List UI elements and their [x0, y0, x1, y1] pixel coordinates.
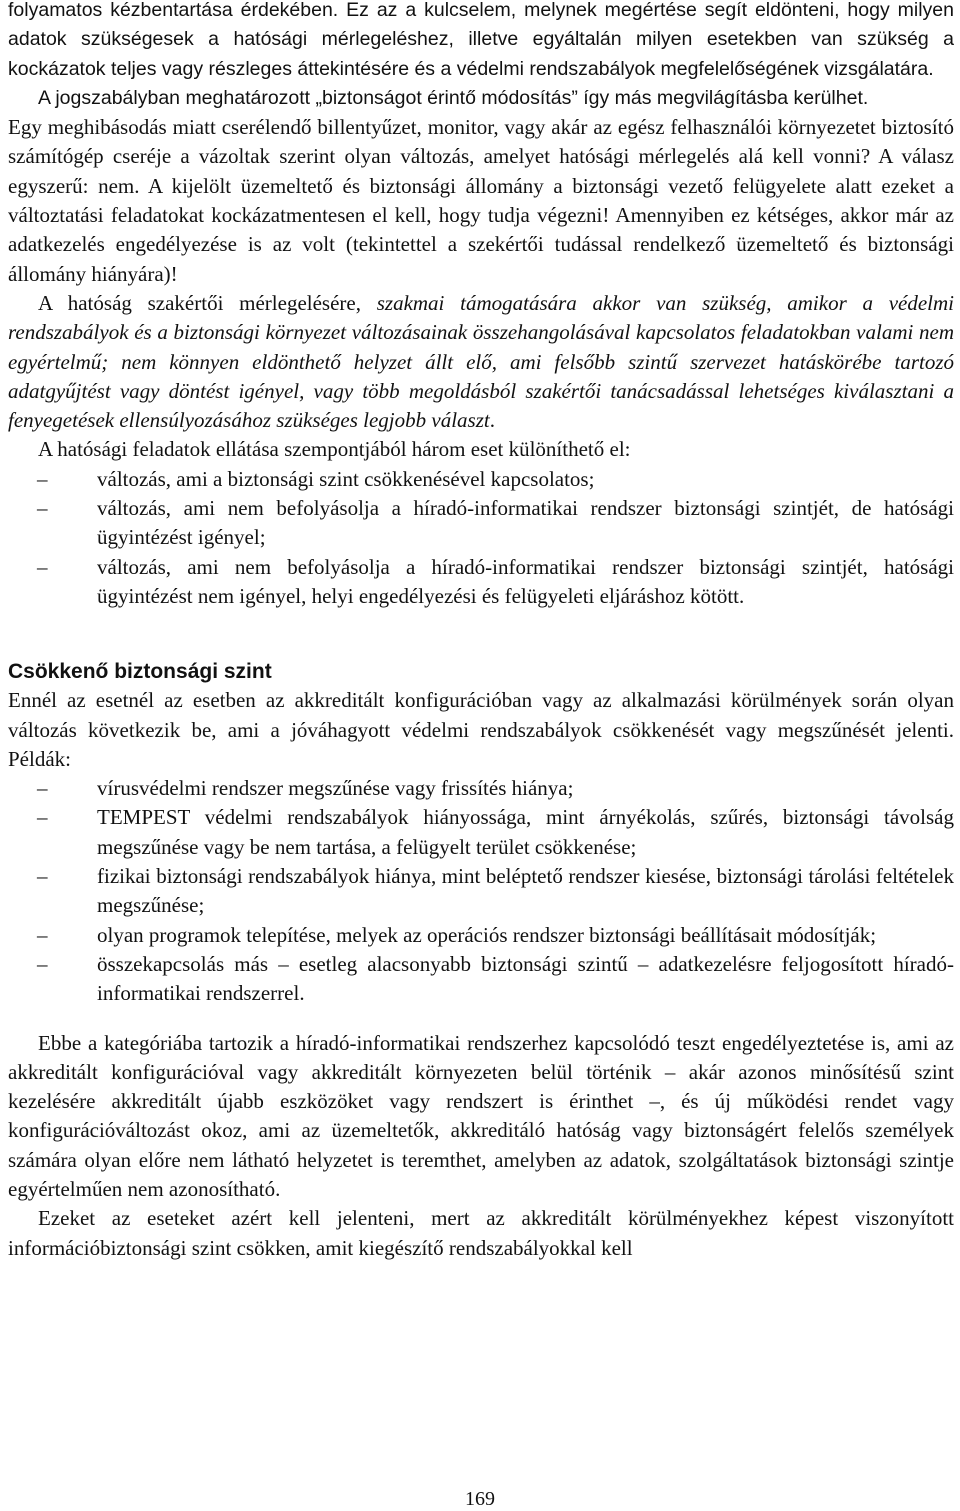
- dash-bullet: –: [37, 554, 48, 579]
- list-item: [8, 494, 954, 553]
- case-text: változás, ami nem befolyásolja a híradó-informatikai rendszer biztonsági szintjét, de hatósági ügyintézést igényel;: [97, 496, 954, 550]
- example-text: TEMPEST védelmi rendszabályok hiányossága, mint árnyékolás, szűrés, biztonsági távolság megszűnése vagy be nem tartása, a felügyelt terület csökkenése;: [97, 805, 954, 859]
- dash-bullet: –: [37, 496, 48, 521]
- examples-list: [8, 774, 954, 1008]
- dash-bullet: –: [37, 805, 48, 830]
- intro-paragraph-4-italic: szakmai támogatására akkor van szükség, amikor a védelmi rendszabályok és a biztonsági környezet változásainak összehangolásával kapcsolatos feladatokban valami nem egyértelmű; nem könnyen eldönthető helyzet állt elő, ami felsőbb szintű szervezet hatáskörébe tartozó adatgyűjtést vagy döntést igényel, vagy több megoldásból szakértői tanácsadással lehetséges kiválasztani a fenyegetések ellensúlyozásához szükséges legjobb választ: [8, 290, 954, 433]
- list-item: [8, 950, 954, 1009]
- section-paragraph-1: Ennél az esetnél az esetben az akkreditált konfigurációban vagy az alkalmazási körülmények során olyan változás következik be, ami a jóváhagyott védelmi rendszabályok csökkenését vagy megszűnését jelenti. Példák:: [8, 688, 954, 771]
- dash-bullet: –: [37, 864, 48, 889]
- case-text: változás, ami nem befolyásolja a híradó-informatikai rendszer biztonsági szintjét, hatósági ügyintézést nem igényel, helyi engedélyezési és felügyeleti eljáráshoz kötött.: [97, 554, 954, 608]
- case-text: változás, ami a biztonsági szint csökkenésével kapcsolatos;: [97, 466, 595, 491]
- cases-list: [8, 465, 954, 611]
- dash-bullet: –: [37, 466, 48, 491]
- dash-bullet: –: [37, 922, 48, 947]
- dash-bullet: –: [37, 776, 48, 801]
- intro-paragraph-5: A hatósági feladatok ellátása szempontjából három eset különíthető el:: [38, 437, 631, 462]
- example-text: összekapcsolás más – esetleg alacsonyabb biztonsági szintű – adatkezelésre feljogosított híradó-informatikai rendszerrel.: [97, 951, 954, 1006]
- list-item: [8, 553, 954, 612]
- example-text: olyan programok telepítése, melyek az operációs rendszer biztonsági beállításait módosítják;: [97, 922, 877, 947]
- intro-paragraph-3: Egy meghibásodás miatt cserélendő billentyűzet, monitor, vagy akár az egész felhasználói környezetet biztosító számítógép cseréje a vázoltak szerint olyan változás, amelyet hatósági mérlegelés alá kell vonni? A válasz egyszerű: nem. A kijelölt üzemeltető és biztonsági állomány a biztonsági vezető felügyelete alatt ezeket a változtatási feladatokat kockázatmentesen el kell, hogy tudja végezni! Amennyiben ez kétséges, akkor már az adatkezelés engedélyezése is az volt (tekintettel a szekértői tudással rendelkező üzemeltető és biztonsági állomány hiányára)!: [8, 115, 954, 286]
- section-heading: Csökkenő biztonsági szint: [8, 660, 272, 684]
- list-item: [8, 774, 954, 803]
- intro-paragraph-4: [8, 289, 954, 435]
- intro-paragraph-4-end: .: [489, 408, 495, 433]
- intro-paragraph-1: folyamatos kézbentartása érdekében. Ez az a kulcselem, melynek megértése segít eldönteni, hogy milyen adatok szükségesek a hatósági mérlegeléshez, illetve egyáltalán milyen esetekben van szükség a kockázatok teljes vagy részleges áttekintésére és a védelmi rendszabályok megfelelőségének vizsgálatára.: [8, 0, 954, 80]
- list-item: [8, 921, 954, 950]
- dash-bullet: –: [37, 951, 48, 976]
- example-text: fizikai biztonsági rendszabályok hiánya, mint beléptető rendszer kiesése, biztonsági tárolási feltételek megszűnése;: [97, 864, 954, 918]
- section-paragraph-3: Ezeket az eseteket azért kell jelenteni, mert az akkreditált körülményekhez képest viszonyított információbiztonsági szint csökken, amit kiegészítő rendszabályokkal kell: [8, 1206, 954, 1260]
- intro-paragraph-4-plain: A hatóság szakértői mérlegelésére,: [38, 290, 377, 315]
- section-paragraph-2: Ebbe a kategóriába tartozik a híradó-informatikai rendszerhez kapcsolódó teszt engedélyeztetése is, ami az akkreditált konfigurációval vagy akkreditált környezeten belül történik – akár azonos minősítésű szint kezelésére akkreditált újabb eszközöket vagy rendszert is érinthet –, és új működési rendet vagy konfigurációváltozást okoz, ami az üzemeltetők, akkreditáló hatóság vagy biztonságért felelős személyek számára olyan előre nem látható helyzetet is teremthet, amelyben az adatok, szolgáltatások biztonsági szintje egyértelműen nem azonosítható.: [8, 1030, 954, 1201]
- document-page: [8, 0, 954, 1263]
- list-item: [8, 465, 954, 494]
- list-item: [8, 862, 954, 921]
- intro-paragraph-2: A jogszabályban meghatározott „biztonságot érintő módosítás” így más megvilágításba kerülhet.: [38, 86, 869, 109]
- list-item: [8, 803, 954, 862]
- page-number: 169: [465, 1488, 495, 1510]
- example-text: vírusvédelmi rendszer megszűnése vagy frissítés hiánya;: [97, 776, 574, 801]
